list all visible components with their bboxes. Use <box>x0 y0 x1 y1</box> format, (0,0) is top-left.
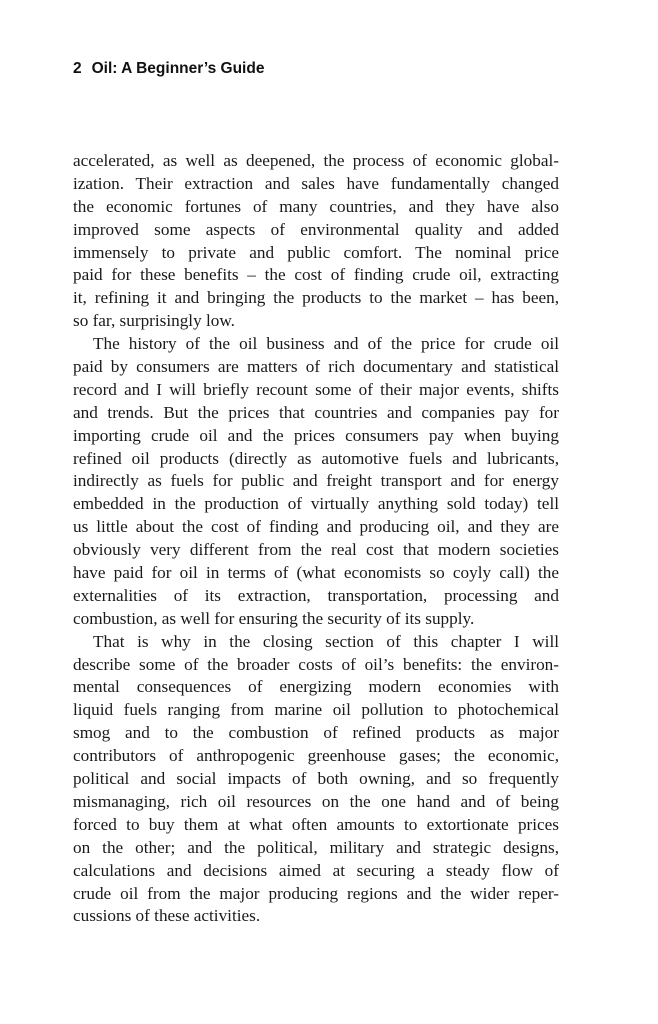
text-line: the economic fortunes of many countries, and they have also <box>73 196 559 216</box>
text-line: paid by consumers are matters of rich documentary and statistical <box>73 357 559 377</box>
text-line: crude oil from the major producing regions and the wider reper- <box>73 883 559 903</box>
text-line: have paid for oil in terms of (what economists so coyly call) the <box>73 563 559 583</box>
book-title: Oil: A Beginner’s Guide <box>91 60 265 77</box>
text-line: paid for these benefits – the cost of finding crude oil, extracting <box>73 265 559 285</box>
paragraph <box>73 150 559 333</box>
text-line: combustion, as well for ensuring the security of its supply. <box>73 608 475 628</box>
text-line: forced to buy them at what often amounts to extortionate prices <box>73 814 559 834</box>
text-line: calculations and decisions aimed at securing a steady flow of <box>73 860 559 880</box>
text-line: smog and to the combustion of refined products as major <box>73 723 559 743</box>
page-number: 2 <box>73 60 82 77</box>
text-line: cussions of these activities. <box>73 906 261 926</box>
text-line: externalities of its extraction, transportation, processing and <box>73 585 559 605</box>
text-line: us little about the cost of finding and producing oil, and they are <box>73 517 559 537</box>
text-line: importing crude oil and the prices consumers pay when buying <box>73 425 559 445</box>
text-line: so far, surprisingly low. <box>73 311 235 331</box>
text-line: record and I will briefly recount some of their major events, shifts <box>73 379 559 399</box>
text-line: it, refining it and bringing the products to the market – has been, <box>73 288 559 308</box>
text-line: immensely to private and public comfort. The nominal price <box>73 242 559 262</box>
text-line: and trends. But the prices that countries and companies pay for <box>73 402 559 422</box>
text-line: mismanaging, rich oil resources on the one hand and of being <box>73 791 559 811</box>
paragraph <box>73 333 559 631</box>
text-line: obviously very different from the real cost that modern societies <box>73 540 559 560</box>
running-head <box>73 59 264 79</box>
text-line: The history of the oil business and of the price for crude oil <box>93 334 559 354</box>
text-line: describe some of the broader costs of oil’s benefits: the environ- <box>73 654 559 674</box>
text-line: mental consequences of energizing modern economies with <box>73 677 559 697</box>
text-line: ization. Their extraction and sales have fundamentally changed <box>73 173 559 193</box>
text-line: indirectly as fuels for public and freight transport and for energy <box>73 471 559 491</box>
text-line: refined oil products (directly as automotive fuels and lubricants, <box>73 448 559 468</box>
paragraph <box>73 631 559 929</box>
text-line: on the other; and the political, military and strategic designs, <box>73 837 559 857</box>
text-line: accelerated, as well as deepened, the process of economic global- <box>73 151 559 170</box>
text-line: embedded in the production of virtually anything sold today) tell <box>73 494 559 514</box>
text-line: That is why in the closing section of this chapter I will <box>93 631 559 651</box>
text-line: improved some aspects of environmental quality and added <box>73 219 559 239</box>
text-line: political and social impacts of both owning, and so frequently <box>73 769 559 789</box>
body-text <box>73 150 559 928</box>
text-line: liquid fuels ranging from marine oil pollution to photochemical <box>73 700 559 720</box>
text-line: contributors of anthropogenic greenhouse gases; the economic, <box>73 746 559 766</box>
